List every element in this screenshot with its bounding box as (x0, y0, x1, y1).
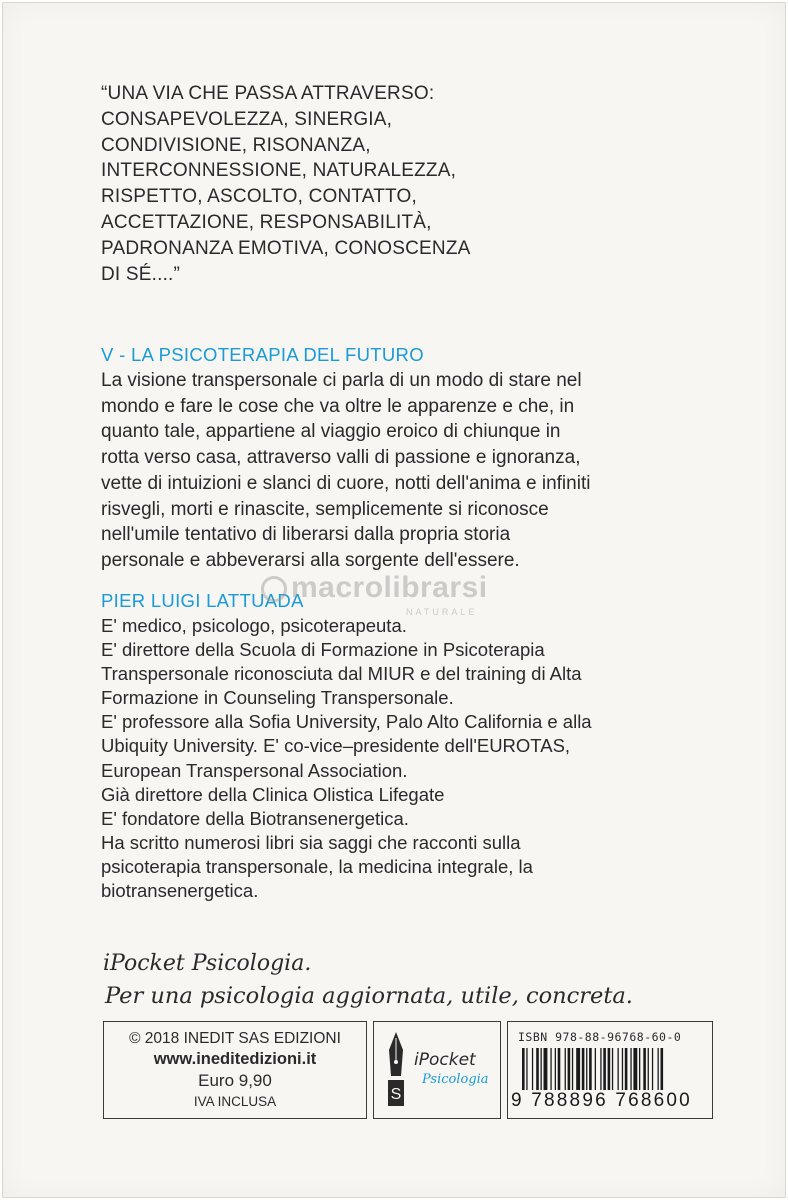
opening-quote (101, 81, 471, 287)
bio-line: E' professore alla Sofia University, Palo Alto California e alla (101, 711, 592, 733)
series-name: iPocket Psicologia. (103, 951, 312, 976)
series-logo-box (373, 1021, 501, 1119)
bio-line: European Transpersonal Association. (101, 759, 408, 781)
bio-line: E' medico, psicologo, psicoterapeuta. (101, 615, 407, 636)
quote-line: CONSAPEVOLEZZA, SINERGIA, (101, 108, 393, 130)
vat-note: IVA INCLUSA (193, 1094, 277, 1109)
copyright: © 2018 INEDIT SAS EDIZIONI (129, 1030, 341, 1047)
bio-line: Ha scritto numerosi libri sia saggi che racconti sulla (101, 831, 521, 853)
logo-wordmark: iPocket (414, 1050, 476, 1070)
watermark-subtext: NATURALE (406, 607, 478, 617)
watermark-text: macrolibrarsi (291, 571, 488, 604)
publisher-box (103, 1021, 367, 1119)
body-line: nell'umile tentativo di liberarsi dalla propria storia (101, 524, 511, 546)
quote-line: CONDIVISIONE, RISONANZA, (101, 134, 371, 156)
author-bio (101, 614, 592, 903)
section-body (101, 368, 590, 574)
barcode-digits: 9 788896 768600 (511, 1090, 692, 1111)
body-line: personale e abbeverarsi alla sorgente dell'essere. (101, 549, 520, 571)
price: Euro 9,90 (198, 1071, 272, 1090)
bio-line: psicoterapia transpersonale, la medicina integrale, la (101, 855, 533, 877)
isbn-number: ISBN 978-88-96768-60-0 (518, 1030, 682, 1044)
bio-line: Formazione in Counseling Transpersonale. (101, 687, 454, 709)
body-line: quanto tale, appartiene al viaggio eroico di chiunque in (101, 421, 561, 443)
quote-line: RISPETTO, ASCOLTO, CONTATTO, (101, 186, 417, 208)
body-line: mondo e fare le cose che va oltre le apparenze e che, in (101, 395, 575, 417)
watermark-logo-icon (261, 576, 287, 602)
bio-line: E' direttore della Scuola di Formazione in Psicoterapia (101, 639, 545, 661)
quote-line: DI SÉ....” (101, 263, 181, 285)
barcode-box (507, 1021, 713, 1119)
publisher-url[interactable]: www.ineditedizioni.it (153, 1050, 317, 1068)
bio-line: Già direttore della Clinica Olistica Lifegate (101, 783, 445, 805)
bio-line: Ubiquity University. E' co-vice–presidente dell'EUROTAS, (101, 735, 571, 757)
book-back-cover (2, 2, 786, 1198)
author-name: PIER LUIGI LATTUADA (101, 590, 304, 611)
body-line: vette di intuizioni e slanci di cuore, notti dell'anima e infiniti (101, 472, 591, 494)
bio-line: biotransenergetica. (101, 880, 259, 902)
quote-line: ACCETTAZIONE, RESPONSABILITÀ, (101, 211, 432, 233)
section-title: V - LA PSICOTERAPIA DEL FUTURO (101, 344, 424, 365)
fountain-pen-icon (386, 1032, 406, 1110)
quote-line: PADRONANZA EMOTIVA, CONOSCENZA (101, 237, 471, 259)
body-line: risvegli, morti e rinascite, semplicemente si riconosce (101, 498, 549, 520)
logo-letter: S (390, 1086, 402, 1103)
logo-subtitle: Psicologia (422, 1072, 489, 1087)
quote-line: “UNA VIA CHE PASSA ATTRAVERSO: (101, 83, 435, 104)
watermark (261, 571, 488, 617)
bio-line: Transpersonale riconosciuta dal MIUR e del training di Alta (101, 663, 582, 685)
body-line: rotta verso casa, attraverso valli di passione e ignoranza, (101, 447, 581, 469)
body-line: La visione transpersonale ci parla di un modo di stare nel (101, 370, 582, 391)
quote-line: INTERCONNESSIONE, NATURALEZZA, (101, 160, 457, 182)
bio-line: E' fondatore della Biotransenergetica. (101, 807, 409, 829)
series-tagline: Per una psicologia aggiornata, utile, concreta. (105, 983, 633, 1009)
